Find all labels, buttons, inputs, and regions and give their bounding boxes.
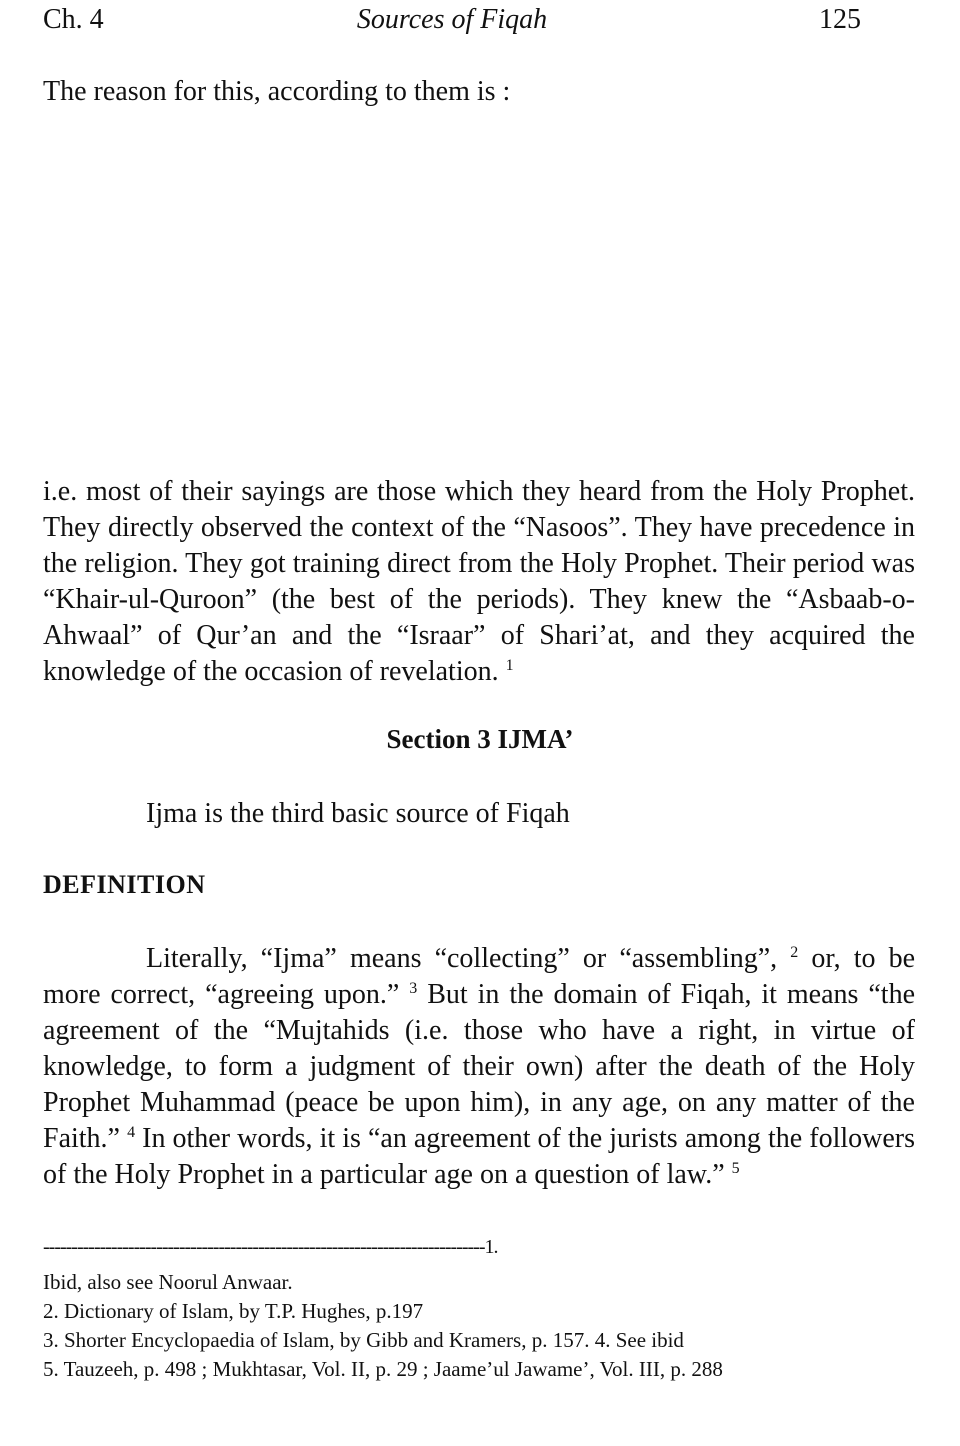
paragraph-companions [43,474,915,690]
paragraph-text: But in the domain of Fiqah, it means “the agreement of the “Mujtahids (i.e. those who have a right, in virtue of knowledge, to form a judgment of their own) after the death of the Holy Prophet Muhammad (peace be upon him), in any age, on any matter of the Faith.” [43,979,916,1154]
ijma-intro: Ijma is the third basic source of Fiqah [146,798,570,829]
footnote-2: 2. Dictionary of Islam, by T.P. Hughes, p.197 [43,1299,424,1323]
footnotes [43,1268,923,1384]
definition-heading: DEFINITION [43,870,206,899]
footnote-5: 5. Tauzeeh, p. 498 ; Mukhtasar, Vol. II, p. 29 ; Jaame’ul Jawame’, Vol. III, p. 288 [43,1357,723,1381]
intro-line: The reason for this, according to them is : [43,76,511,107]
paragraph-text: or, to be more correct, “agreeing upon.” [43,943,916,1010]
footnote-ref: 5 [731,1160,740,1177]
paragraph-text: Literally, “Ijma” means “collecting” or “assembling”, [146,943,778,974]
page-header [43,4,861,40]
footnote-1: Ibid, also see Noorul Anwaar. [43,1270,293,1294]
running-title: Sources of Fiqah [356,4,548,35]
chapter-label: Ch. 4 [43,4,104,35]
section-heading: Section 3 IJMA’ [386,724,574,754]
footnote-3-4: 3. Shorter Encyclopaedia of Islam, by Gibb and Kramers, p. 157. 4. See ibid [43,1328,684,1352]
paragraph-text: i.e. most of their sayings are those which they heard from the Holy Prophet. They directly observed the context of the “Nasoos”. They have precedence in the religion. They got training direct from the Holy Prophet. Their period was “Khair-ul-Quroon” (the best of the periods). They knew the “Asbaab-o-Ahwaal” of Qur’an and the “Israar” of Shari’at, and they acquired the knowledge of the occasion of revelation. [43,476,915,687]
footnote-ref: 4 [127,1124,136,1141]
page-number: 125 [819,4,861,35]
paragraph-definition [43,941,915,1193]
footnote-ref: 3 [409,980,418,997]
footnote-ref: 2 [790,944,799,961]
footnote-divider: ------------------------------------------------------------------------------1. [43,1236,498,1258]
footnote-ref: 1 [505,657,514,674]
paragraph-text: In other words, it is “an agreement of the jurists among the followers of the Holy Prophet in a particular age on a question of law.” [43,1123,915,1190]
